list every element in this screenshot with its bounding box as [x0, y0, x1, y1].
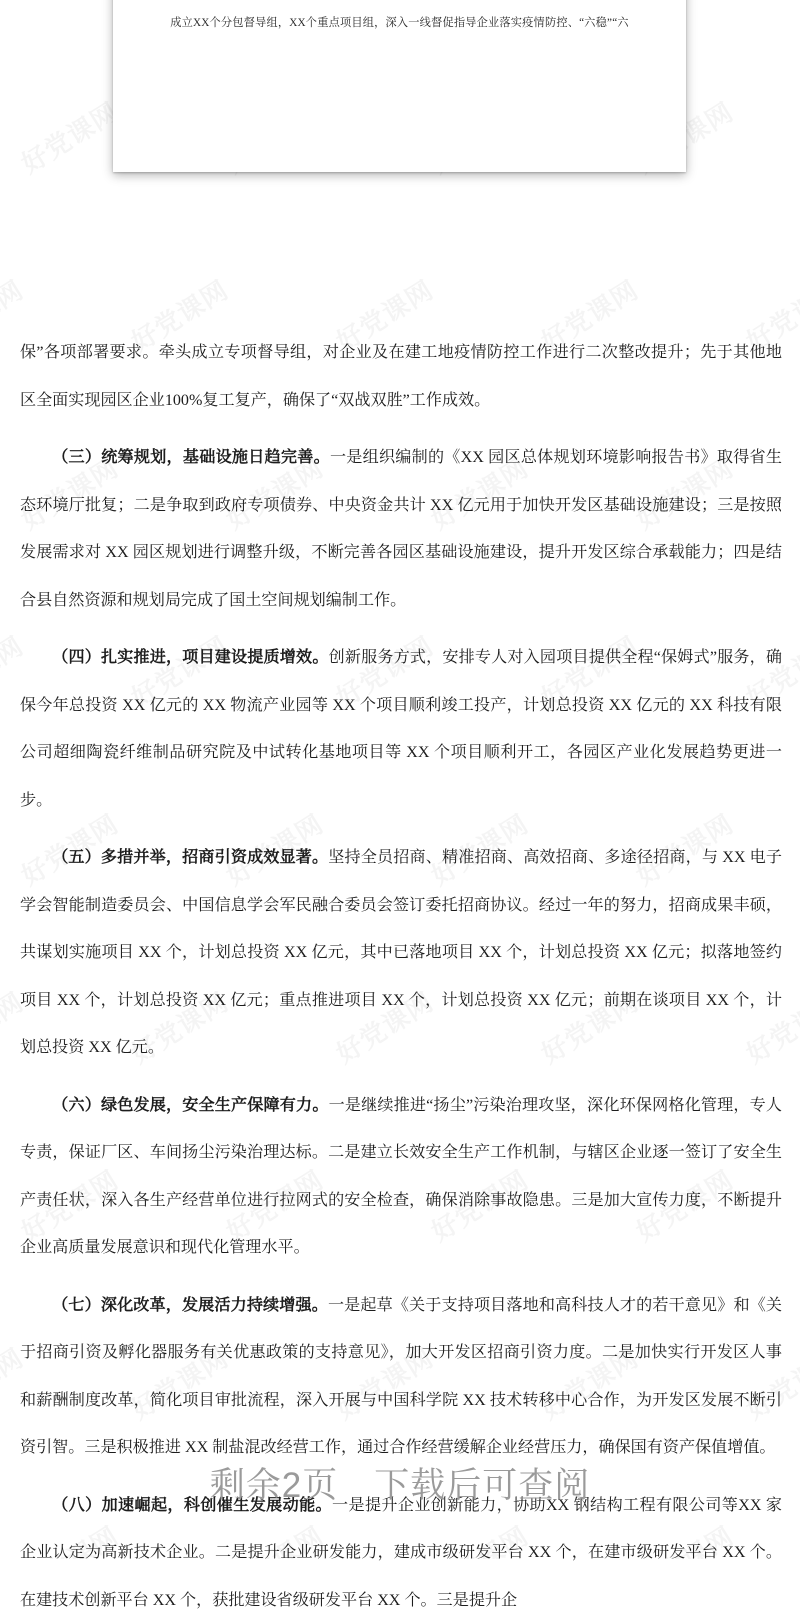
- para-section-8-text: 一是提升企业创新能力，协助XX 钢结构工程有限公司等XX 家企业认定为高新技术企业。二是提升企业研发能力，建成市级研发平台 XX 个，在建市级研发平台 XX 个。在建技术创新平台 XX 个，获批建设省级研发平台 XX 个。三是提升企: [20, 1497, 782, 1609]
- para-section-4: [0, 634, 800, 824]
- para-section-3-text: 一是组织编制的《XX 园区总体规划环境影响报告书》取得省生态环境厅批复；二是争取到政府专项债券、中央资金共计 XX 亿元用于加快开发区基础设施建设；三是按照发展需求对 XX 园区规划进行调整升级，不断完善各园区基础设施建设，提升开发区综合承载能力；四是结合县自然资源和规划局完成了国土空间规划编制工作。: [20, 449, 782, 609]
- para-continuation: [0, 329, 800, 424]
- para-section-7: [0, 1282, 800, 1472]
- para-section-7-heading: （七）深化改革，发展活力持续增强。: [52, 1297, 328, 1314]
- remaining-pages-label: 剩余2页: [210, 1458, 338, 1508]
- para-section-6-text: 一是继续推进“扬尘”污染治理攻坚，深化环保网格化管理，专人专责，保证厂区、车间扬尘污染治理达标。二是建立长效安全生产工作机制，与辖区企业逐一签订了安全生产责任状，深入各生产经营单位进行拉网式的安全检查，确保消除事故隐患。三是加大宣传力度，不断提升企业高质量发展意识和现代化管理水平。: [20, 1097, 782, 1257]
- para-section-6: [0, 1082, 800, 1272]
- preview-page-card: [113, 0, 686, 172]
- para-section-8-heading: （八）加速崛起，科创催生发展动能。: [52, 1497, 332, 1514]
- para-section-6-heading: （六）绿色发展，安全生产保障有力。: [52, 1097, 328, 1114]
- paragraph-container: [0, 329, 800, 1624]
- para-continuation-text: 保”各项部署要求。牵头成立专项督导组，对企业及在建工地疫情防控工作进行二次整改提升；先于其他地区全面实现园区企业100%复工复产，确保了“双战双胜”工作成效。: [20, 344, 782, 409]
- para-section-4-heading: （四）扎实推进，项目建设提质增效。: [52, 649, 328, 666]
- download-notice: [0, 1458, 800, 1508]
- para-section-3-heading: （三）统筹规划，基础设施日趋完善。: [52, 449, 330, 466]
- para-section-4-text: 创新服务方式，安排专人对入园项目提供全程“保姆式”服务，确保今年总投资 XX 亿元的 XX 物流产业园等 XX 个项目顺利竣工投产，计划总投资 XX 亿元的 XX 科技有限公司超细陶瓷纤维制品研究院及中试转化基地项目等 XX 个项目顺利开工，各园区产业化发展趋势更进一步。: [20, 649, 782, 809]
- preview-card-text-line: 成立XX个分包督导组，XX个重点项目组，深入一线督促指导企业落实疫情防控、“六稳”“六: [113, 14, 686, 30]
- para-section-3: [0, 434, 800, 624]
- para-section-5: [0, 834, 800, 1072]
- para-section-5-heading: （五）多措并举，招商引资成效显著。: [52, 849, 328, 866]
- para-section-5-text: 坚持全员招商、精准招商、高效招商、多途径招商，与 XX 电子学会智能制造委员会、中国信息学会军民融合委员会签订委托招商协议。经过一年的努力，招商成果丰硕，共谋划实施项目 XX 个，计划总投资 XX 亿元，其中已落地项目 XX 个，计划总投资 XX 亿元；拟落地签约项目 XX 个，计划总投资 XX 亿元；重点推进项目 XX 个，计划总投资 XX 亿元；前期在谈项目 XX 个，计划总投资 XX 亿元。: [20, 849, 782, 1056]
- para-section-7-text: 一是起草《关于支持项目落地和高科技人才的若干意见》和《关于招商引资及孵化器服务有关优惠政策的支持意见》，加大开发区招商引资力度。二是加快实行开发区人事和薪酬制度改革，简化项目审批流程，深入开展与中国科学院 XX 技术转移中心合作，为开发区发展不断引资引智。三是积极推进 XX 制盐混改经营工作，通过合作经营缓解企业经营压力，确保国有资产保值增值。: [20, 1297, 782, 1457]
- download-hint-label: 下载后可查阅: [374, 1458, 590, 1508]
